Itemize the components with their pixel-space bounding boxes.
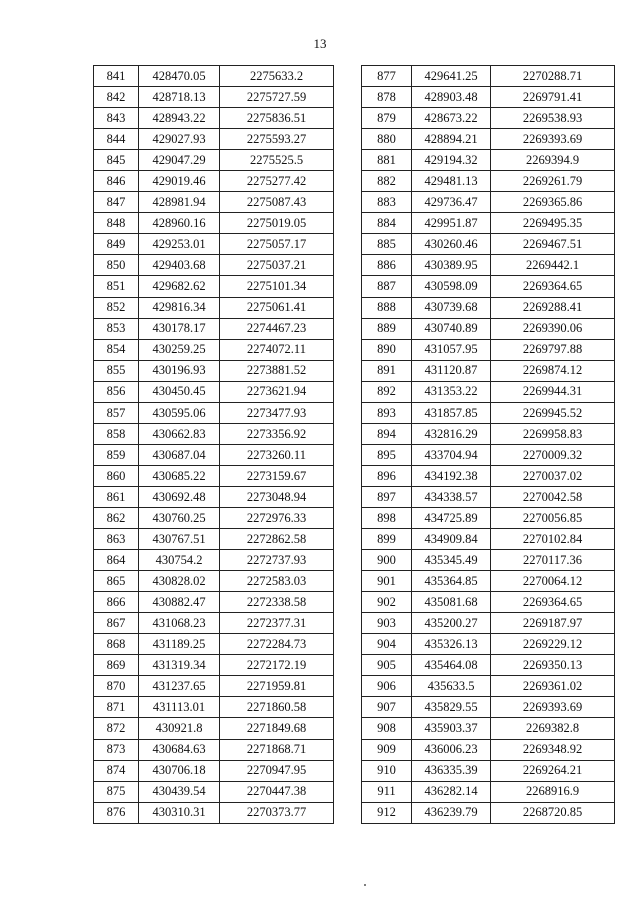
x-coordinate-cell: 436282.14 [412,781,491,802]
table-row [362,360,615,381]
table-row [362,66,615,87]
y-coordinate-cell: 2275061.41 [220,297,334,318]
table-row [94,465,334,486]
table-row [94,444,334,465]
y-coordinate-cell: 2271959.81 [220,676,334,697]
point-number-cell: 879 [362,108,412,129]
point-number-cell: 857 [94,402,139,423]
point-number-cell: 849 [94,234,139,255]
y-coordinate-cell: 2268916.9 [491,781,615,802]
table-row [362,571,615,592]
y-coordinate-cell: 2272862.58 [220,529,334,550]
y-coordinate-cell: 2273159.67 [220,465,334,486]
point-number-cell: 880 [362,129,412,150]
table-row [94,150,334,171]
x-coordinate-cell: 436239.79 [412,802,491,823]
x-coordinate-cell: 430595.06 [139,402,220,423]
y-coordinate-cell: 2270064.12 [491,571,615,592]
x-coordinate-cell: 429951.87 [412,213,491,234]
y-coordinate-cell: 2272284.73 [220,634,334,655]
x-coordinate-cell: 428718.13 [139,87,220,108]
table-row [94,423,334,444]
x-coordinate-cell: 431113.01 [139,697,220,718]
table-row [362,444,615,465]
table-row [362,297,615,318]
point-number-cell: 868 [94,634,139,655]
y-coordinate-cell: 2270042.58 [491,486,615,507]
y-coordinate-cell: 2270037.02 [491,465,615,486]
table-row [362,339,615,360]
y-coordinate-cell: 2275037.21 [220,255,334,276]
point-number-cell: 848 [94,213,139,234]
y-coordinate-cell: 2275019.05 [220,213,334,234]
table-row [94,613,334,634]
point-number-cell: 887 [362,276,412,297]
x-coordinate-cell: 430439.54 [139,781,220,802]
point-number-cell: 841 [94,66,139,87]
y-coordinate-cell: 2268720.85 [491,802,615,823]
point-number-cell: 858 [94,423,139,444]
x-coordinate-cell: 430760.25 [139,507,220,528]
point-number-cell: 863 [94,529,139,550]
point-number-cell: 850 [94,255,139,276]
point-number-cell: 843 [94,108,139,129]
y-coordinate-cell: 2275525.5 [220,150,334,171]
point-number-cell: 860 [94,465,139,486]
y-coordinate-cell: 2269393.69 [491,129,615,150]
y-coordinate-cell: 2269390.06 [491,318,615,339]
point-number-cell: 846 [94,171,139,192]
table-row [94,381,334,402]
table-row [362,192,615,213]
x-coordinate-cell: 430685.22 [139,465,220,486]
y-coordinate-cell: 2270947.95 [220,760,334,781]
x-coordinate-cell: 435903.37 [412,718,491,739]
x-coordinate-cell: 431189.25 [139,634,220,655]
point-number-cell: 859 [94,444,139,465]
x-coordinate-cell: 429047.29 [139,150,220,171]
table-row [94,697,334,718]
point-number-cell: 891 [362,360,412,381]
point-number-cell: 912 [362,802,412,823]
x-coordinate-cell: 436335.39 [412,760,491,781]
y-coordinate-cell: 2275727.59 [220,87,334,108]
point-number-cell: 856 [94,381,139,402]
point-number-cell: 897 [362,486,412,507]
y-coordinate-cell: 2269442.1 [491,255,615,276]
x-coordinate-cell: 430706.18 [139,760,220,781]
y-coordinate-cell: 2270102.84 [491,529,615,550]
x-coordinate-cell: 430882.47 [139,592,220,613]
x-coordinate-cell: 431068.23 [139,613,220,634]
table-row [94,360,334,381]
x-coordinate-cell: 430739.68 [412,297,491,318]
x-coordinate-cell: 429403.68 [139,255,220,276]
table-row [94,255,334,276]
point-number-cell: 906 [362,676,412,697]
table-row [362,676,615,697]
y-coordinate-cell: 2269350.13 [491,655,615,676]
table-row [94,571,334,592]
point-number-cell: 864 [94,550,139,571]
x-coordinate-cell: 435633.5 [412,676,491,697]
y-coordinate-cell: 2269261.79 [491,171,615,192]
x-coordinate-cell: 435829.55 [412,697,491,718]
point-number-cell: 910 [362,760,412,781]
point-number-cell: 909 [362,739,412,760]
y-coordinate-cell: 2270009.32 [491,444,615,465]
x-coordinate-cell: 435464.08 [412,655,491,676]
table-body [362,66,615,824]
x-coordinate-cell: 431857.85 [412,402,491,423]
point-number-cell: 885 [362,234,412,255]
table-row [362,507,615,528]
y-coordinate-cell: 2269229.12 [491,634,615,655]
table-row [362,781,615,802]
point-number-cell: 882 [362,171,412,192]
y-coordinate-cell: 2269958.83 [491,423,615,444]
y-coordinate-cell: 2269874.12 [491,360,615,381]
point-number-cell: 898 [362,507,412,528]
y-coordinate-cell: 2269365.86 [491,192,615,213]
x-coordinate-cell: 434725.89 [412,507,491,528]
point-number-cell: 852 [94,297,139,318]
table-row [94,192,334,213]
y-coordinate-cell: 2270056.85 [491,507,615,528]
point-number-cell: 901 [362,571,412,592]
table-row [362,739,615,760]
y-coordinate-cell: 2272583.03 [220,571,334,592]
y-coordinate-cell: 2270373.77 [220,802,334,823]
x-coordinate-cell: 430687.04 [139,444,220,465]
point-number-cell: 867 [94,613,139,634]
point-number-cell: 900 [362,550,412,571]
y-coordinate-cell: 2269264.21 [491,760,615,781]
y-coordinate-cell: 2272737.93 [220,550,334,571]
x-coordinate-cell: 428943.22 [139,108,220,129]
point-number-cell: 908 [362,718,412,739]
table-row [94,676,334,697]
y-coordinate-cell: 2275101.34 [220,276,334,297]
y-coordinate-cell: 2271860.58 [220,697,334,718]
point-number-cell: 876 [94,802,139,823]
point-number-cell: 872 [94,718,139,739]
table-row [94,171,334,192]
x-coordinate-cell: 429253.01 [139,234,220,255]
x-coordinate-cell: 434338.57 [412,486,491,507]
y-coordinate-cell: 2270447.38 [220,781,334,802]
y-coordinate-cell: 2275836.51 [220,108,334,129]
table-row [362,634,615,655]
y-coordinate-cell: 2269797.88 [491,339,615,360]
x-coordinate-cell: 431120.87 [412,360,491,381]
y-coordinate-cell: 2270117.36 [491,550,615,571]
table-row [94,66,334,87]
y-coordinate-cell: 2275057.17 [220,234,334,255]
point-number-cell: 905 [362,655,412,676]
y-coordinate-cell: 2269945.52 [491,402,615,423]
table-row [94,718,334,739]
x-coordinate-cell: 430767.51 [139,529,220,550]
point-number-cell: 869 [94,655,139,676]
table-row [94,634,334,655]
point-number-cell: 851 [94,276,139,297]
table-row [362,276,615,297]
point-number-cell: 890 [362,339,412,360]
table-row [94,276,334,297]
x-coordinate-cell: 436006.23 [412,739,491,760]
point-number-cell: 878 [362,87,412,108]
x-coordinate-cell: 429027.93 [139,129,220,150]
table-row [362,697,615,718]
x-coordinate-cell: 434192.38 [412,465,491,486]
point-number-cell: 861 [94,486,139,507]
table-row [362,150,615,171]
y-coordinate-cell: 2271849.68 [220,718,334,739]
table-row [94,129,334,150]
table-row [362,465,615,486]
point-number-cell: 874 [94,760,139,781]
point-number-cell: 853 [94,318,139,339]
coordinates-table-right [361,65,615,824]
table-row [362,213,615,234]
x-coordinate-cell: 429736.47 [412,192,491,213]
table-row [94,550,334,571]
x-coordinate-cell: 431353.22 [412,381,491,402]
table-row [94,760,334,781]
y-coordinate-cell: 2269394.9 [491,150,615,171]
table-row [94,802,334,823]
table-row [94,781,334,802]
y-coordinate-cell: 2272338.58 [220,592,334,613]
x-coordinate-cell: 430310.31 [139,802,220,823]
table-row [94,297,334,318]
point-number-cell: 883 [362,192,412,213]
point-number-cell: 911 [362,781,412,802]
x-coordinate-cell: 428903.48 [412,87,491,108]
y-coordinate-cell: 2273048.94 [220,486,334,507]
point-number-cell: 892 [362,381,412,402]
coordinates-table-left [93,65,334,824]
table-row [362,108,615,129]
table-row [362,255,615,276]
x-coordinate-cell: 434909.84 [412,529,491,550]
page-number: 13 [313,36,327,51]
y-coordinate-cell: 2274467.23 [220,318,334,339]
point-number-cell: 875 [94,781,139,802]
point-number-cell: 873 [94,739,139,760]
table-row [94,655,334,676]
x-coordinate-cell: 435364.85 [412,571,491,592]
y-coordinate-cell: 2269364.65 [491,592,615,613]
point-number-cell: 888 [362,297,412,318]
x-coordinate-cell: 428894.21 [412,129,491,150]
y-coordinate-cell: 2269187.97 [491,613,615,634]
table-row [362,318,615,339]
x-coordinate-cell: 429816.34 [139,297,220,318]
point-number-cell: 877 [362,66,412,87]
table-row [94,529,334,550]
point-number-cell: 854 [94,339,139,360]
table-row [362,87,615,108]
point-number-cell: 893 [362,402,412,423]
x-coordinate-cell: 430598.09 [412,276,491,297]
table-row [94,507,334,528]
y-coordinate-cell: 2273621.94 [220,381,334,402]
x-coordinate-cell: 428673.22 [412,108,491,129]
x-coordinate-cell: 430450.45 [139,381,220,402]
table-row [362,760,615,781]
x-coordinate-cell: 430260.46 [412,234,491,255]
point-number-cell: 903 [362,613,412,634]
y-coordinate-cell: 2273356.92 [220,423,334,444]
point-number-cell: 865 [94,571,139,592]
table-row [94,318,334,339]
x-coordinate-cell: 429019.46 [139,171,220,192]
point-number-cell: 899 [362,529,412,550]
y-coordinate-cell: 2269364.65 [491,276,615,297]
table-row [362,802,615,823]
table-row [94,87,334,108]
x-coordinate-cell: 435081.68 [412,592,491,613]
x-coordinate-cell: 430389.95 [412,255,491,276]
point-number-cell: 855 [94,360,139,381]
y-coordinate-cell: 2273881.52 [220,360,334,381]
x-coordinate-cell: 430259.25 [139,339,220,360]
table-row [94,739,334,760]
y-coordinate-cell: 2269393.69 [491,697,615,718]
y-coordinate-cell: 2275277.42 [220,171,334,192]
point-number-cell: 902 [362,592,412,613]
y-coordinate-cell: 2275633.2 [220,66,334,87]
x-coordinate-cell: 435200.27 [412,613,491,634]
x-coordinate-cell: 435326.13 [412,634,491,655]
x-coordinate-cell: 430196.93 [139,360,220,381]
x-coordinate-cell: 435345.49 [412,550,491,571]
x-coordinate-cell: 428981.94 [139,192,220,213]
point-number-cell: 881 [362,150,412,171]
x-coordinate-cell: 430692.48 [139,486,220,507]
x-coordinate-cell: 430754.2 [139,550,220,571]
point-number-cell: 870 [94,676,139,697]
table-row [94,213,334,234]
x-coordinate-cell: 431237.65 [139,676,220,697]
table-row [362,529,615,550]
table-row [362,402,615,423]
x-coordinate-cell: 428470.05 [139,66,220,87]
table-row [94,402,334,423]
point-number-cell: 889 [362,318,412,339]
table-row [362,234,615,255]
table-row [94,486,334,507]
table-row [362,486,615,507]
x-coordinate-cell: 431319.34 [139,655,220,676]
y-coordinate-cell: 2269467.51 [491,234,615,255]
x-coordinate-cell: 429641.25 [412,66,491,87]
table-body [94,66,334,824]
point-number-cell: 884 [362,213,412,234]
table-row [362,129,615,150]
x-coordinate-cell: 430740.89 [412,318,491,339]
table-row [362,381,615,402]
y-coordinate-cell: 2269382.8 [491,718,615,739]
y-coordinate-cell: 2269538.93 [491,108,615,129]
point-number-cell: 907 [362,697,412,718]
point-number-cell: 862 [94,507,139,528]
y-coordinate-cell: 2272976.33 [220,507,334,528]
table-row [362,718,615,739]
point-number-cell: 886 [362,255,412,276]
table-row [362,592,615,613]
table-row [362,423,615,444]
table-row [94,234,334,255]
point-number-cell: 896 [362,465,412,486]
x-coordinate-cell: 428960.16 [139,213,220,234]
point-number-cell: 894 [362,423,412,444]
x-coordinate-cell: 429481.13 [412,171,491,192]
point-number-cell: 871 [94,697,139,718]
table-row [94,592,334,613]
x-coordinate-cell: 430921.8 [139,718,220,739]
x-coordinate-cell: 433704.94 [412,444,491,465]
y-coordinate-cell: 2273260.11 [220,444,334,465]
y-coordinate-cell: 2269944.31 [491,381,615,402]
table-row [362,655,615,676]
table-row [362,613,615,634]
x-coordinate-cell: 430178.17 [139,318,220,339]
table-row [362,171,615,192]
y-coordinate-cell: 2273477.93 [220,402,334,423]
x-coordinate-cell: 431057.95 [412,339,491,360]
y-coordinate-cell: 2269791.41 [491,87,615,108]
y-coordinate-cell: 2271868.71 [220,739,334,760]
table-row [362,550,615,571]
point-number-cell: 847 [94,192,139,213]
y-coordinate-cell: 2272172.19 [220,655,334,676]
table-row [94,339,334,360]
x-coordinate-cell: 432816.29 [412,423,491,444]
point-number-cell: 904 [362,634,412,655]
y-coordinate-cell: 2275593.27 [220,129,334,150]
y-coordinate-cell: 2269495.35 [491,213,615,234]
y-coordinate-cell: 2269361.02 [491,676,615,697]
x-coordinate-cell: 429682.62 [139,276,220,297]
point-number-cell: 844 [94,129,139,150]
y-coordinate-cell: 2269348.92 [491,739,615,760]
x-coordinate-cell: 430662.83 [139,423,220,444]
table-row [94,108,334,129]
scan-speck [364,884,366,886]
y-coordinate-cell: 2275087.43 [220,192,334,213]
y-coordinate-cell: 2272377.31 [220,613,334,634]
point-number-cell: 866 [94,592,139,613]
point-number-cell: 845 [94,150,139,171]
x-coordinate-cell: 430684.63 [139,739,220,760]
point-number-cell: 842 [94,87,139,108]
point-number-cell: 895 [362,444,412,465]
x-coordinate-cell: 430828.02 [139,571,220,592]
y-coordinate-cell: 2270288.71 [491,66,615,87]
x-coordinate-cell: 429194.32 [412,150,491,171]
y-coordinate-cell: 2269288.41 [491,297,615,318]
y-coordinate-cell: 2274072.11 [220,339,334,360]
